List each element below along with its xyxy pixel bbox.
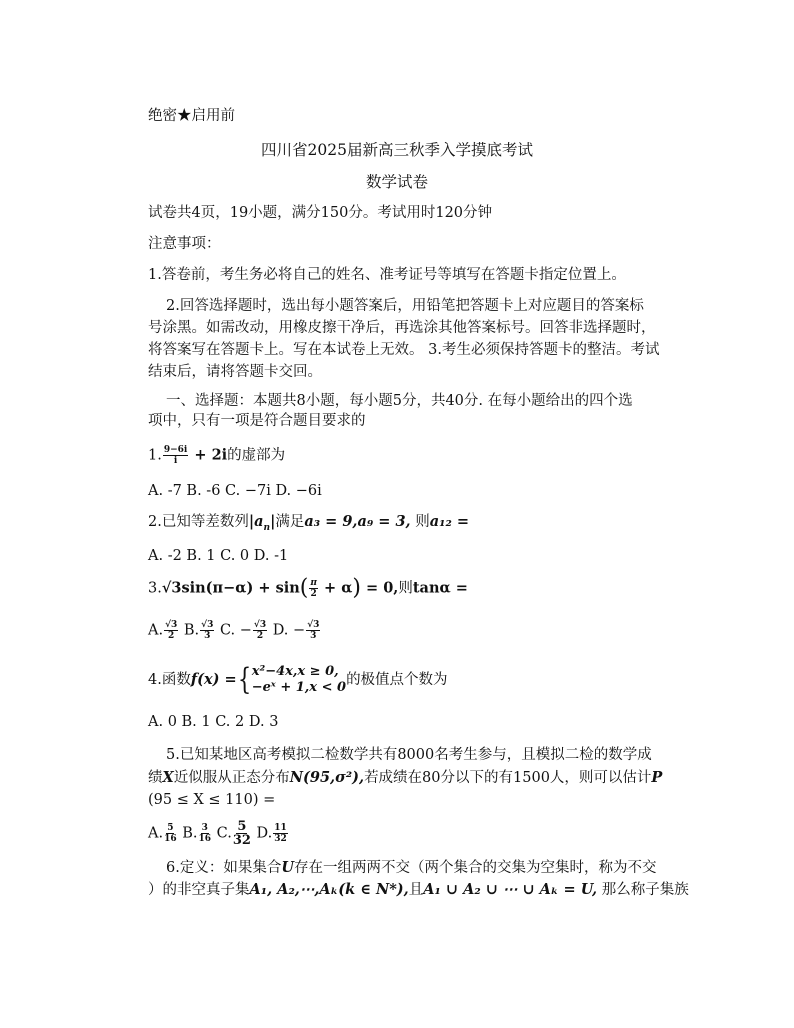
question-5-line-3: (95 ≤ X ≤ 110) = — [148, 792, 276, 808]
notice-item-2-line-3: 将答案写在答题卡上。写在本试卷上无效。 3.考生必须保持答题卡的整洁。考试 — [148, 342, 660, 358]
question-2-options: A. -2 B. 1 C. 0 D. -1 — [148, 548, 289, 564]
notice-item-2-line-1: 2.回答选择题时，选出每小题答案后，用铅笔把答题卡上对应题目的答案标 — [166, 298, 644, 314]
question-4: 4.函数f(x) ={ x²−4x,x ≥ 0, −eˣ + 1,x < 0 的极值点个数为 — [148, 662, 448, 697]
q1-fraction: $\frac{9-6i}{i}$ — [163, 445, 188, 466]
notice-item-1: 1.答卷前，考生务必将自己的姓名、准考证号等填写在答题卡指定位置上。 — [148, 267, 626, 283]
question-6-line-1: 6.定义：如果集合U存在一组两两不交（两个集合的交集为空集时，称为不交 — [166, 859, 657, 876]
exam-info: 试卷共4页，19小题，满分150分。考试用时120分钟 — [148, 205, 493, 221]
notice-heading: 注意事项： — [148, 236, 221, 252]
question-5-line-1: 5.已知某地区高考模拟二检数学共有8000名考生参与，且模拟二检的数学成 — [166, 747, 652, 763]
secret-label: 绝密★启用前 — [148, 108, 235, 124]
question-4-options: A. 0 B. 1 C. 2 D. 3 — [148, 714, 279, 730]
q4-piecewise: x²−4x,x ≥ 0, −eˣ + 1,x < 0 — [251, 664, 347, 695]
exam-title: 四川省2025届新高三秋季入学摸底考试 — [261, 141, 533, 159]
notice-item-2-line-2: 号涂黑。如需改动，用橡皮擦干净后，再选涂其他答案标号。回答非选择题时， — [148, 320, 656, 336]
section-1-heading-line-1: 一、选择题：本题共8小题，每小题5分，共40分. 在每小题给出的四个选 — [166, 393, 633, 409]
question-2: 2.已知等差数列$|a_n|$满足a₃ = 9,a₉ = 3, 则a₁₂ = — [148, 513, 470, 533]
q3-pi-half-fraction: $\frac{\pi}{2}$ — [310, 578, 317, 599]
section-1-heading-line-2: 项中，只有一项是符合题目要求的 — [148, 413, 366, 429]
question-5-line-2: 绩X近似服从正态分布N(95,σ²),若成绩在80分以下的有1500人，则可以估计P — [148, 769, 663, 786]
notice-item-2-line-4: 结束后，请将答题卡交回。 — [148, 364, 322, 380]
question-3-options: A. $\frac{√3}{2}$ B. $\frac{√3}{3}$ C. − $\frac{√3}{2}$ D. − $\frac{√3}{3}$ — [148, 620, 320, 641]
question-1: 1. $\frac{9-6i}{i}$ + 2i的虚部为 — [148, 445, 286, 466]
question-6-line-2: ）的非空真子集A₁, A₂,⋯,Aₖ(k ∈ N*),且A₁ ∪ A₂ ∪ ⋯ ∪ Aₖ = U, 那么称子集族 — [148, 881, 689, 898]
question-3: 3.√3sin(π−α) + sin( $\frac{\pi}{2}$ + α) = 0,则tanα = — [148, 575, 468, 601]
exam-subject: 数学试卷 — [365, 173, 428, 191]
question-1-options: A. -7 B. -6 C. −7i D. −6i — [148, 483, 322, 499]
question-5-options: A. $\frac{5}{16}$ B. $\frac{3}{16}$ C. $\frac{5}{32}$ D. $\frac{11}{32}$ — [148, 819, 287, 848]
